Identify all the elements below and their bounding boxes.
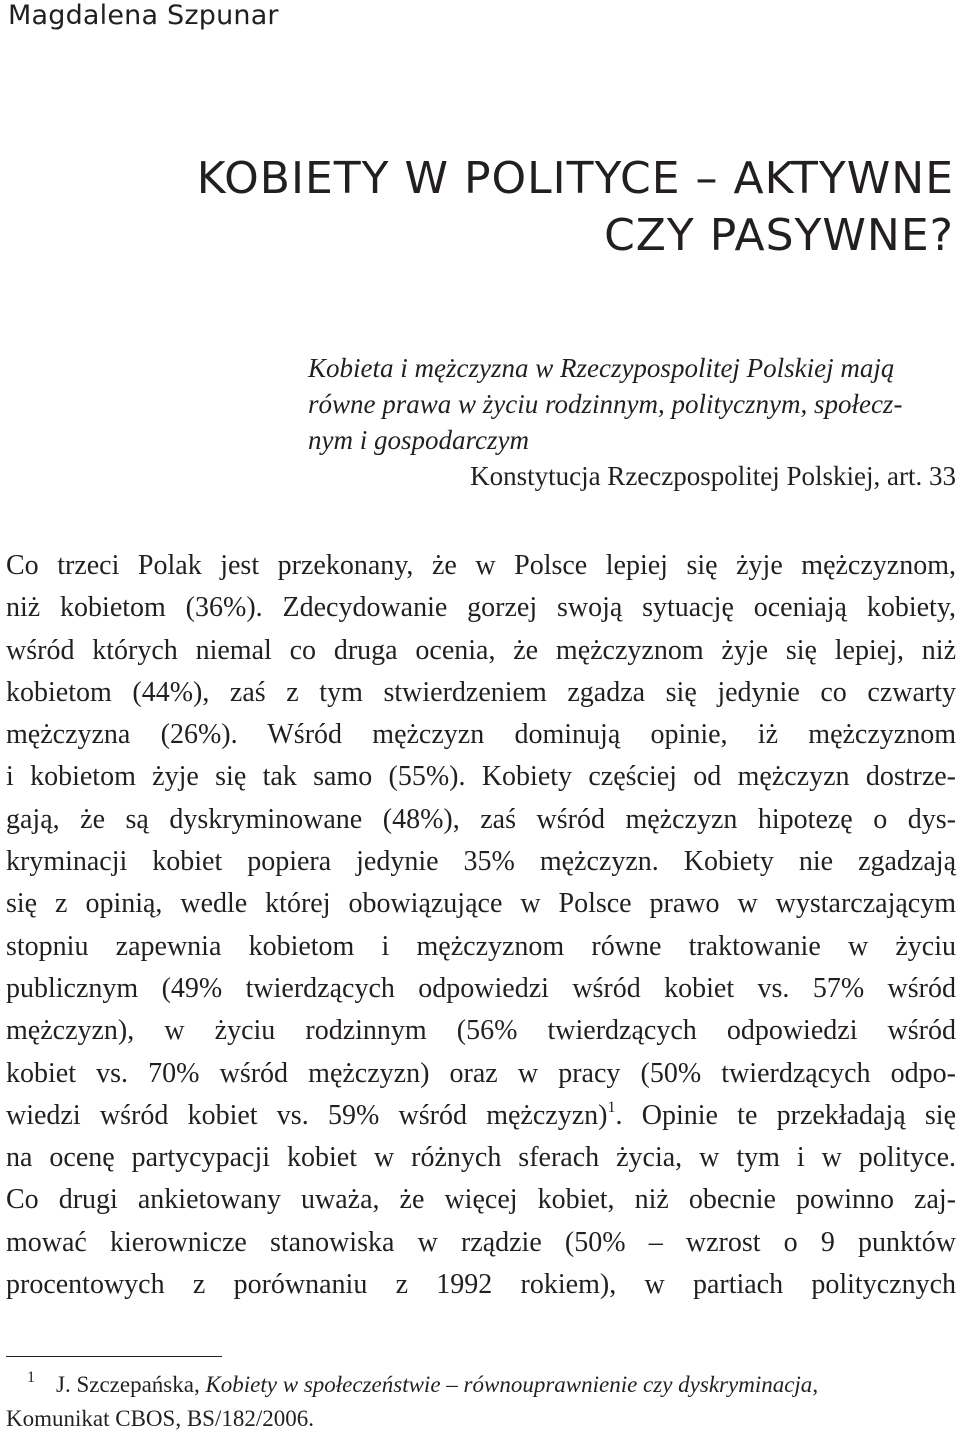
epigraph-line: równe prawa w życiu rodzinnym, politycznym, społecz- — [308, 389, 903, 419]
footnote-reference[interactable]: 1 — [607, 1098, 616, 1116]
body-line: kobiet vs. 70% wśród mężczyzn) oraz w pracy (50% twierdzących odpo- — [6, 1057, 956, 1089]
footnote-line: Komunikat CBOS, BS/182/2006. — [6, 1406, 314, 1431]
footnote-punctuation: , — [812, 1372, 819, 1397]
body-line: kryminacji kobiet popiera jedynie 35% mężczyzn. Kobiety nie zgadzają — [6, 846, 956, 878]
epigraph-line: nym i gospodarczym — [308, 425, 529, 455]
body-line: niż kobietom (36%). Zdecydowanie gorzej swoją sytuację oceniają kobiety, — [6, 592, 956, 624]
body-line-with-footnote-ref — [6, 1095, 956, 1137]
body-line: wśród których niemal co druga ocenia, że mężczyznom żyje się lepiej, niż — [6, 634, 956, 666]
footnote-line: 1 J. Szczepańska, Kobiety w społeczeństwie – równouprawnienie czy dyskryminacja, — [27, 1369, 819, 1397]
body-line: na ocenę partycypacji kobiet w różnych sferach życia, w tym i w polityce. — [6, 1142, 956, 1174]
body-paragraph — [6, 545, 956, 1306]
body-line: mężczyzn), w życiu rodzinnym (56% twierdzących odpowiedzi wśród — [6, 1015, 956, 1047]
footnote-author: J. Szczepańska, — [56, 1372, 206, 1397]
epigraph — [308, 350, 958, 494]
body-line: procentowych z porównaniu z 1992 rokiem), w partiach politycznych — [6, 1269, 956, 1301]
body-line: Co drugi ankietowany uważa, że więcej kobiet, niż obecnie powinno zaj- — [6, 1184, 956, 1216]
epigraph-source: Konstytucja Rzeczpospolitej Polskiej, art. 33 — [470, 461, 956, 491]
chapter-title-line-2: CZY PASYWNE? — [604, 210, 954, 261]
body-line: gają, że są dyskryminowane (48%), zaś wśród mężczyzn hipotezę o dys- — [6, 803, 956, 835]
author-name: Magdalena Szpunar — [8, 0, 279, 31]
footnote-divider — [6, 1356, 222, 1357]
footnote — [6, 1368, 958, 1436]
body-line: publicznym (49% twierdzących odpowiedzi wśród kobiet vs. 57% wśród — [6, 972, 956, 1004]
body-line: mować kierownicze stanowiska w rządzie (50% – wzrost o 9 punktów — [6, 1226, 956, 1258]
body-line-text: wiedzi wśród kobiet vs. 59% wśród mężczyzn) — [6, 1099, 608, 1131]
footnote-work-title: Kobiety w społeczeństwie – równouprawnienie czy dyskryminacja — [205, 1372, 813, 1397]
body-line: kobietom (44%), zaś z tym stwierdzeniem zgadza się jedynie co czwarty — [6, 676, 956, 708]
body-line: mężczyzna (26%). Wśród mężczyzn dominują opinie, iż mężczyznom — [6, 719, 956, 751]
body-line: stopniu zapewnia kobietom i mężczyznom równe traktowanie w życiu — [6, 930, 956, 962]
body-line: i kobietom żyje się tak samo (55%). Kobiety częściej od mężczyzn dostrze- — [6, 761, 956, 793]
epigraph-line: Kobieta i mężczyzna w Rzeczypospolitej Polskiej mają — [308, 353, 895, 383]
body-line: się z opinią, wedle której obowiązujące w Polsce prawo w wystarczającym — [6, 888, 956, 920]
body-line: Co trzeci Polak jest przekonany, że w Polsce lepiej się żyje mężczyznom, — [6, 550, 956, 581]
body-line-text: . Opinie te przekładają się — [615, 1099, 957, 1131]
chapter-title — [54, 150, 954, 264]
chapter-title-line-1: KOBIETY W POLITYCE – AKTYWNE — [196, 153, 954, 204]
